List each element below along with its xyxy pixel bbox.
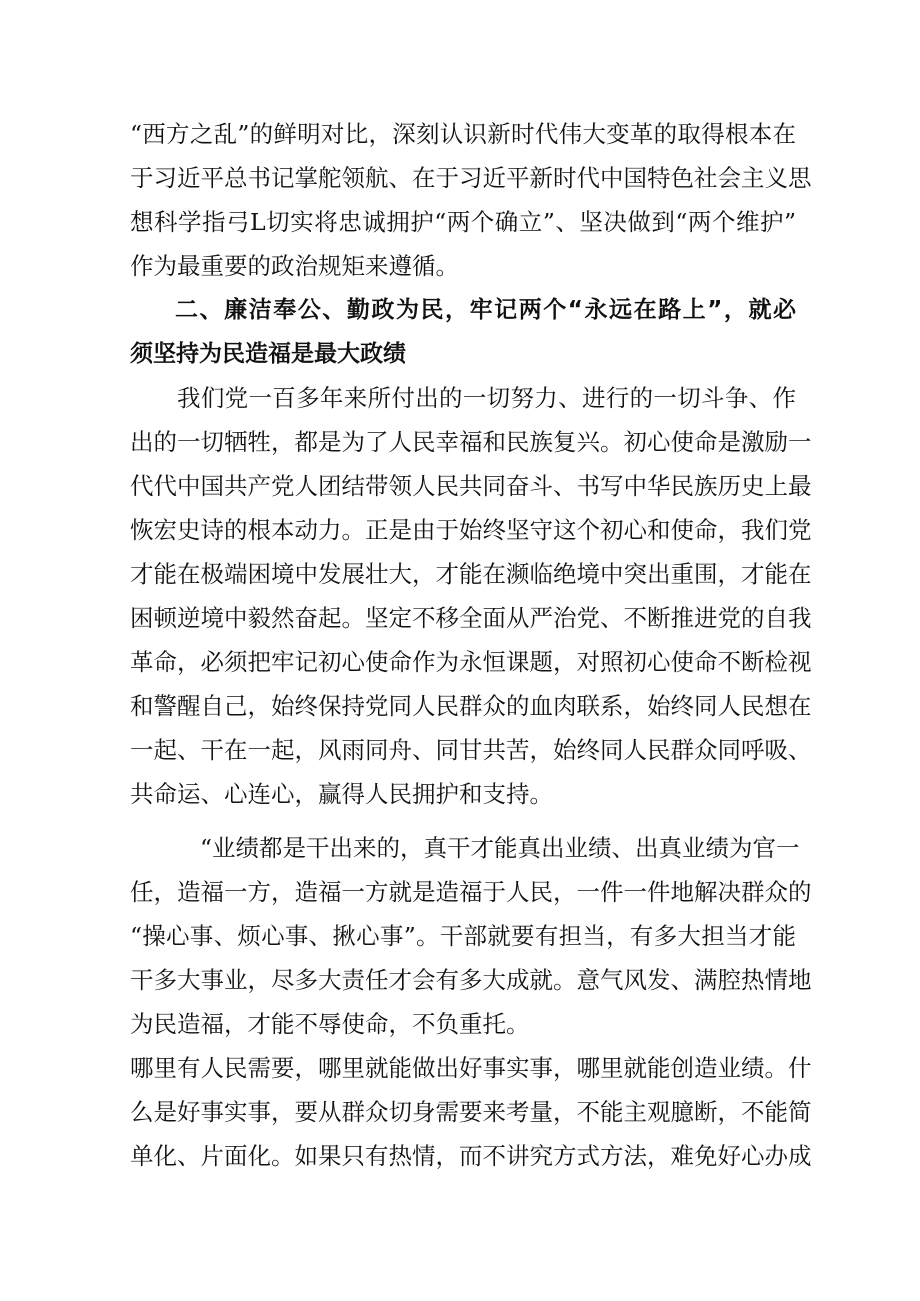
section-heading-line-1: 二、廉洁奉公、勤政为民，牢记两个“永远在路上”，就必	[175, 297, 796, 323]
paragraph-2-line-3: 代代中国共产党人团结带领人民共同奋斗、书写中华民族历史上最	[130, 472, 812, 500]
paragraph-1-line-3: 想科学指弓L切实将忠诚拥护“两个确立”、坚决做到“两个维护”	[130, 208, 796, 236]
paragraph-2-line-1: 我们党一百多年来所付出的一切努力、进行的一切斗争、作	[177, 384, 796, 412]
paragraph-4-line-3: 单化、片面化。如果只有热情，而不讲究方式方法，难免好心办成	[130, 1142, 812, 1170]
paragraph-2-line-6: 困顿逆境中毅然奋起。坚定不移全面从严治党、不断推进党的自我	[130, 604, 812, 632]
paragraph-2-line-5: 才能在极端困境中发展壮大，才能在濒临绝境中突出重围，才能在	[130, 560, 812, 588]
paragraph-1-line-2: 于习近平总书记掌舵领航、在于习近平新时代中国特色社会主义思	[130, 164, 812, 192]
paragraph-2-line-10: 共命运、心连心，赢得人民拥护和支持。	[130, 780, 553, 808]
paragraph-3-line-1: “业绩都是干出来的，真干才能真出业绩、出真业绩为官一	[200, 834, 800, 862]
paragraph-1-line-4: 作为最重要的政治规矩来遵循。	[130, 252, 459, 280]
paragraph-2-line-2: 出的一切牺牲，都是为了人民幸福和民族复兴。初心使命是激励一	[130, 428, 812, 456]
paragraph-2-line-7: 革命，必须把牢记初心使命作为永恒课题，对照初心使命不断检视	[130, 648, 812, 676]
paragraph-1-line-1: “西方之乱”的鲜明对比，深刻认识新时代伟大变革的取得根本在	[130, 120, 796, 148]
paragraph-3-line-3: “操心事、烦心事、揪心事”。干部就要有担当，有多大担当才能	[130, 922, 796, 950]
section-heading-line-2: 须坚持为民造福是最大政绩	[130, 341, 406, 367]
paragraph-2-line-9: 一起、干在一起，风雨同舟、同甘共苦，始终同人民群众同呼吸、	[130, 736, 812, 764]
paragraph-4-line-2: 么是好事实事，要从群众切身需要来考量，不能主观臆断，不能简	[130, 1098, 812, 1126]
paragraph-3-line-4: 干多大事业，尽多大责任才会有多大成就。意气风发、满腔热情地	[130, 966, 812, 994]
paragraph-2-line-8: 和警醒自己，始终保持党同人民群众的血肉联系，始终同人民想在	[130, 692, 812, 720]
paragraph-4-line-1: 哪里有人民需要，哪里就能做出好事实事，哪里就能创造业绩。什	[130, 1054, 812, 1082]
paragraph-3-line-5: 为民造福，才能不辱使命，不负重托。	[130, 1010, 530, 1038]
paragraph-2-line-4: 恢宏史诗的根本动力。正是由于始终坚守这个初心和使命，我们党	[130, 516, 812, 544]
paragraph-3-line-2: 任，造福一方，造福一方就是造福于人民，一件一件地解决群众的	[130, 878, 812, 906]
